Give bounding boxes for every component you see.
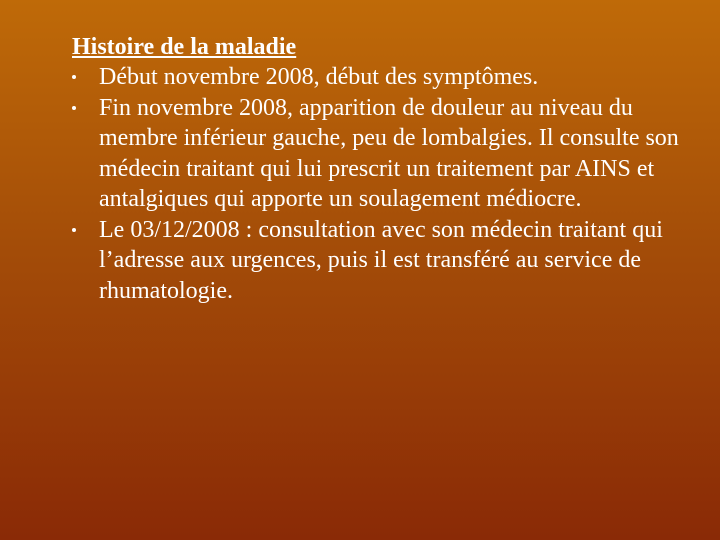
bullet-dot-icon: [72, 228, 76, 232]
slide-title: Histoire de la maladie: [72, 34, 297, 60]
bullet-text: Le 03/12/2008 : consultation avec son médecin traitant qui l’adresse aux urgences, puis il est transféré au service de rhumatologie.: [99, 216, 663, 304]
bullet-text: Fin novembre 2008, apparition de douleur au niveau du membre inférieur gauche, peu de lombalgies. Il consulte son médecin traitant qui lui prescrit un traitement par AINS et antalgiques qui apporte un soulagement médiocre.: [99, 94, 679, 212]
bullet-item: [72, 93, 692, 215]
bullet-item: [72, 62, 692, 93]
bullet-list: [72, 62, 692, 306]
bullet-dot-icon: [72, 106, 76, 110]
slide-content: [72, 32, 692, 306]
bullet-dot-icon: [72, 75, 76, 79]
bullet-text: Début novembre 2008, début des symptômes.: [99, 64, 539, 90]
bullet-item: [72, 215, 692, 307]
